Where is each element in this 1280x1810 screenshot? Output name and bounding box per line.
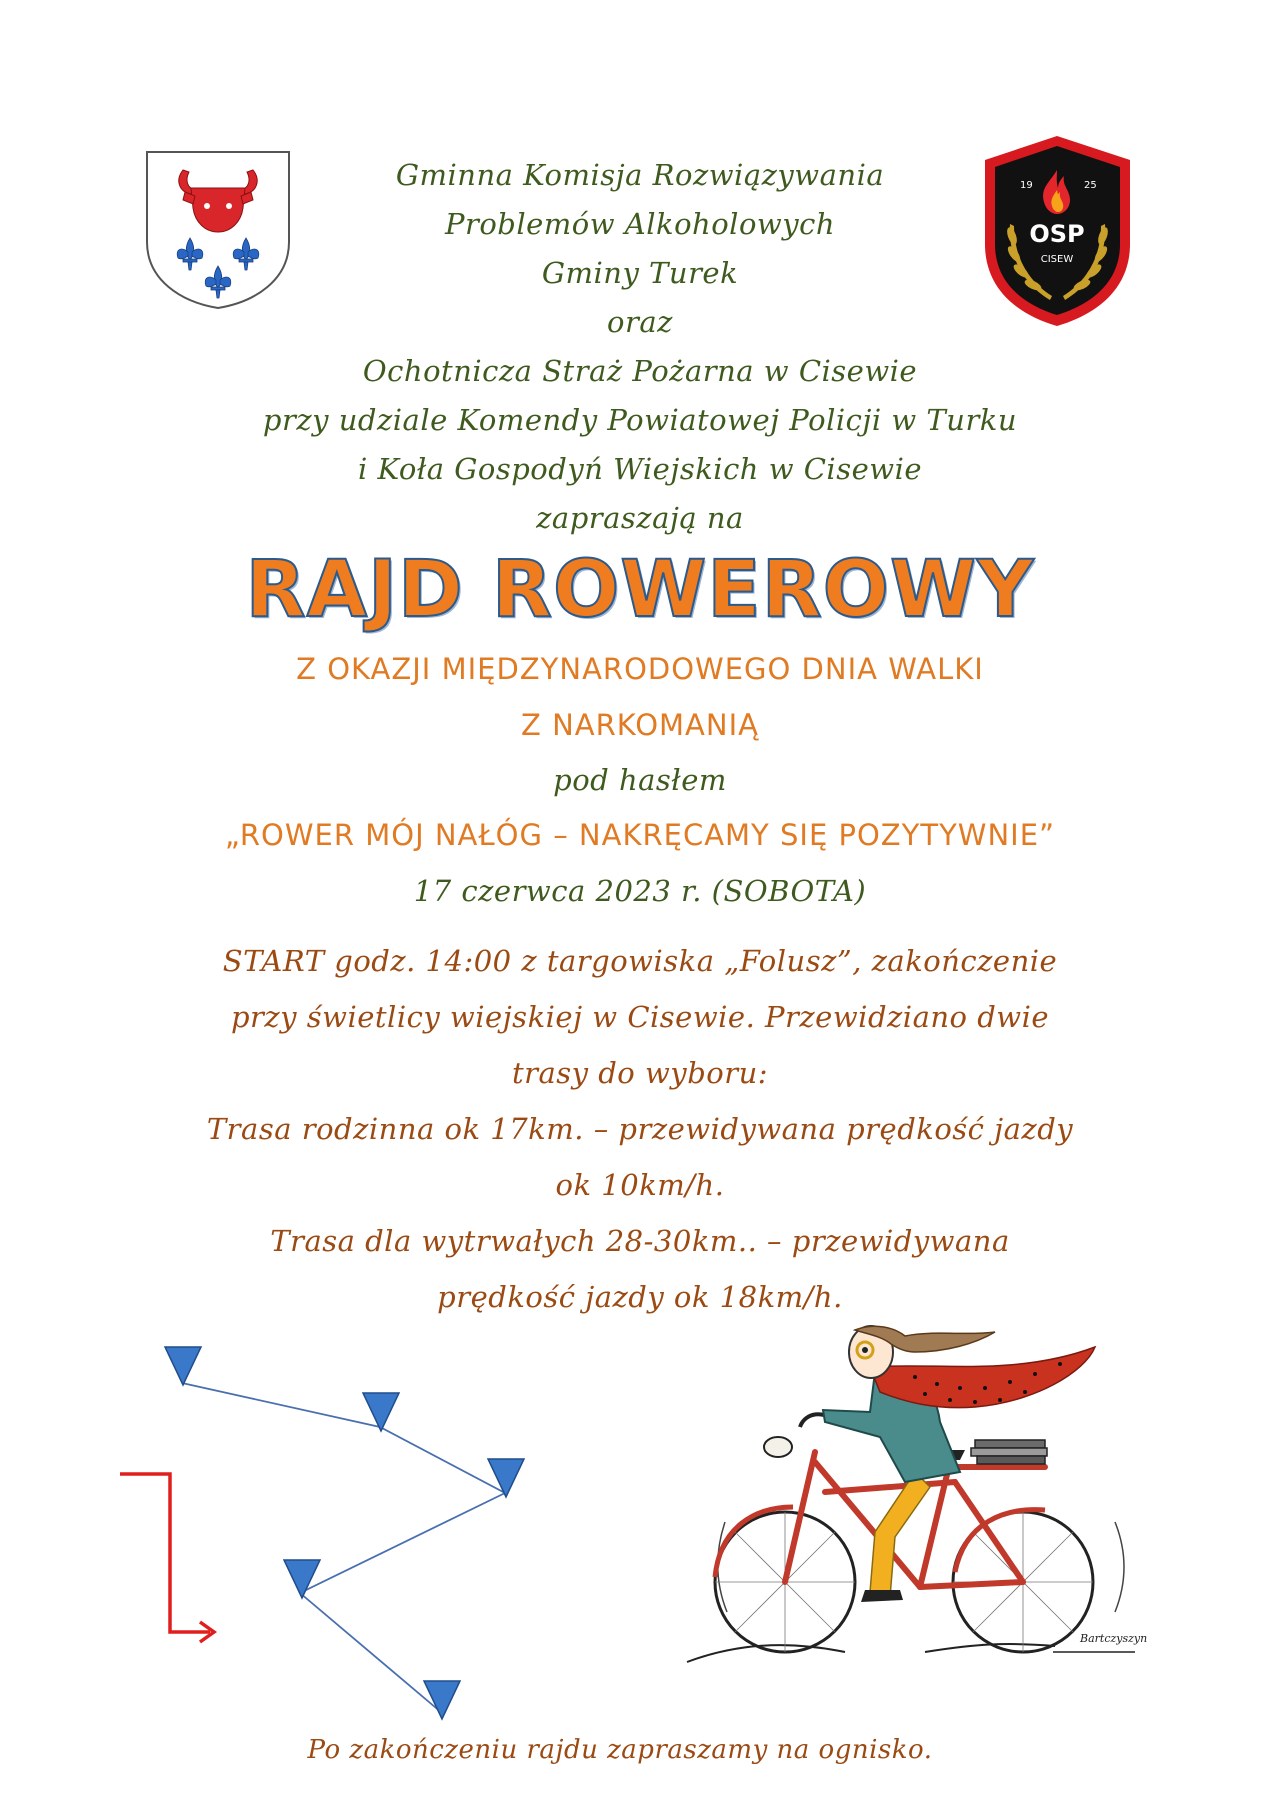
occasion-line: Z NARKOMANIĄ xyxy=(521,708,759,742)
organizer-line: Problemów Alkoholowych xyxy=(444,207,836,241)
event-date: 17 czerwca 2023 r. (SOBOTA) xyxy=(413,874,867,908)
organizer-line: Gminna Komisja Rozwiązywania xyxy=(395,158,885,192)
osp-name: OSP xyxy=(1029,220,1085,248)
occasion-line: Z OKAZJI MIĘDZYNARODOWEGO DNIA WALKI xyxy=(296,652,984,686)
illustration-signature: Bartczyszyn xyxy=(1080,1632,1148,1645)
details-line: Trasa rodzinna ok 17km. – przewidywana prędkość jazdy xyxy=(206,1112,1074,1146)
organizer-line: i Koła Gospodyń Wiejskich w Cisewie xyxy=(357,452,923,486)
organizer-line: przy udziale Komendy Powiatowej Policji w Turku xyxy=(262,403,1018,437)
osp-year-right: 25 xyxy=(1084,180,1097,191)
organizer-line: zapraszają na xyxy=(536,501,744,535)
motto: „ROWER MÓJ NAŁÓG – NAKRĘCAMY SIĘ POZYTYWNIE” xyxy=(224,818,1056,852)
footer-note: Po zakończeniu rajdu zapraszamy na ognisko. xyxy=(307,1735,933,1765)
organizer-line: Gminy Turek xyxy=(541,256,739,290)
details-line: trasy do wyboru: xyxy=(511,1056,769,1090)
route-map-icon xyxy=(110,1335,570,1735)
details-line: START godz. 14:00 z targowiska „Folusz”, zakończenie xyxy=(222,944,1058,978)
details-line: prędkość jazdy ok 18km/h. xyxy=(437,1280,843,1314)
motto-intro: pod hasłem xyxy=(553,763,727,797)
details-line: Trasa dla wytrwałych 28-30km.. – przewidywana xyxy=(270,1224,1010,1258)
osp-place: CISEW xyxy=(1040,254,1074,265)
details-line: przy świetlicy wiejskiej w Cisewie. Przewidziano dwie xyxy=(230,1000,1050,1034)
details-line: ok 10km/h. xyxy=(555,1168,725,1202)
organizer-line: Ochotnicza Straż Pożarna w Cisewie xyxy=(362,354,918,388)
osp-year-left: 19 xyxy=(1020,180,1033,191)
organizer-line: oraz xyxy=(607,305,673,339)
page-title: RAJD ROWEROWY xyxy=(245,545,1035,635)
cyclist-illustration-icon xyxy=(675,1322,1175,1682)
